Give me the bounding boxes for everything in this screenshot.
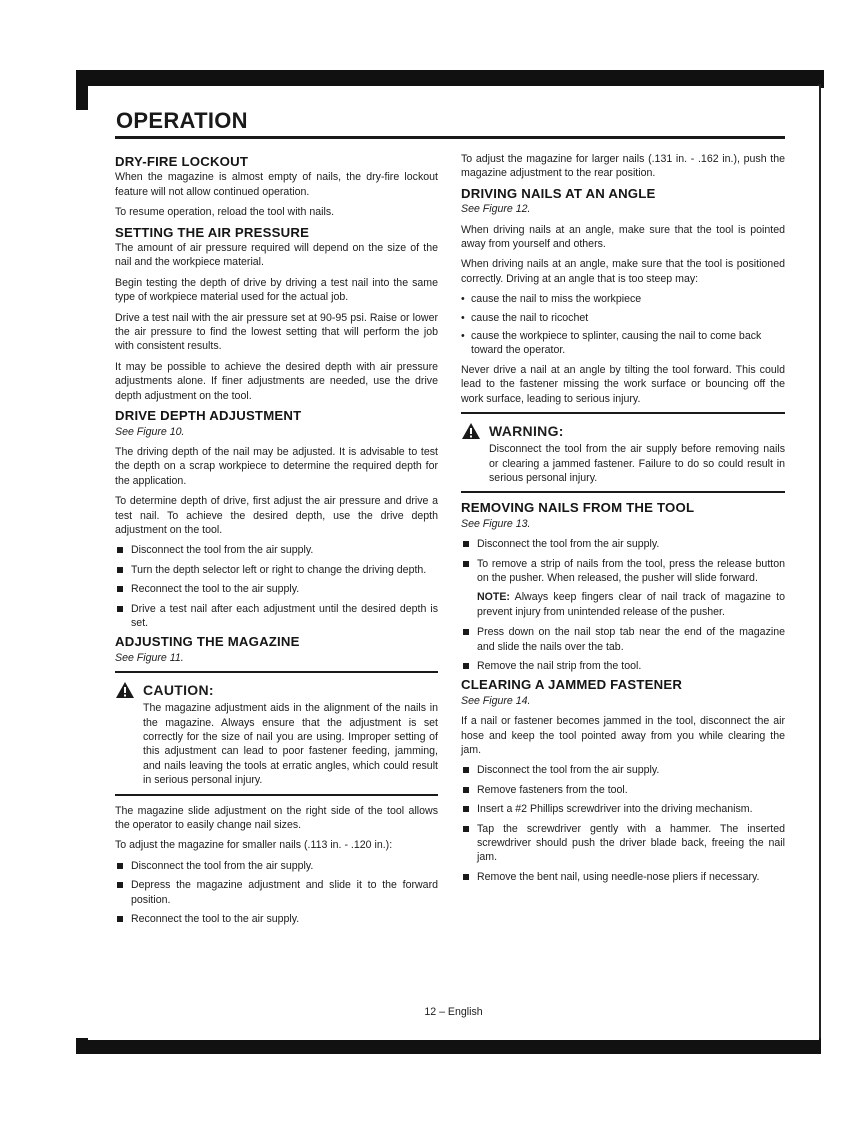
- heading-dry-fire-lockout: DRY-FIRE LOCKOUT: [115, 154, 249, 169]
- paragraph: To adjust the magazine for larger nails (.131 in. - .162 in.), push the magazine adjustment to the rear position.: [461, 153, 785, 180]
- paragraph: Never drive a nail at an angle by tilting the tool forward. This could lead to the fastener missing the work surface or bouncing off the work surface, leading to serious injury.: [461, 363, 785, 405]
- warning-header: [461, 422, 785, 440]
- title-rule: [115, 136, 785, 139]
- list-item: • cause the nail to ricochet: [461, 311, 785, 325]
- caution-header: [115, 681, 438, 699]
- manual-page: [88, 86, 819, 1040]
- caution-label: CAUTION:: [143, 681, 214, 698]
- bullet-list: [115, 859, 438, 927]
- paragraph: To determine depth of drive, first adjust the air pressure and drive a test nail. To achieve the desired depth, use the drive depth adjustment on the tool.: [115, 495, 438, 536]
- heading-removing-nails: REMOVING NAILS FROM THE TOOL: [461, 500, 695, 516]
- list-item: Disconnect the tool from the air supply.: [115, 859, 438, 873]
- list-item: Disconnect the tool from the air supply.: [461, 537, 785, 551]
- left-column: [115, 152, 438, 931]
- figure-reference: See Figure 13.: [461, 517, 531, 530]
- page-title: OPERATION: [116, 108, 248, 133]
- list-item: Remove the nail strip from the tool.: [461, 659, 785, 673]
- list-item: • cause the nail to miss the workpiece: [461, 292, 785, 306]
- paragraph: The driving depth of the nail may be adjusted. It is advisable to test the depth on a scrap workpiece to determine the required depth for the application.: [115, 445, 438, 487]
- figure-reference: See Figure 10.: [115, 425, 185, 438]
- warning-triangle-icon: [461, 422, 481, 440]
- right-column: [461, 152, 785, 889]
- warning-rule-top: [461, 412, 785, 414]
- warning-text: Disconnect the tool from the air supply before removing nails or clearing a jammed fastener. Failure to do so could result in serious personal injury.: [489, 443, 785, 484]
- note-label: NOTE:: [477, 591, 510, 604]
- paragraph: When the magazine is almost empty of nails, the dry-fire lockout feature will not allow continued operation.: [115, 171, 438, 198]
- caution-text: The magazine adjustment aids in the alignment of the nails in the magazine. Always ensure that the adjustment is set correctly for the size of nail you are using. Improper setting of this adjustment can lead to poor fastener feeding, jamming, and nails leaving the tools at erratic angles, which could result in serious personal injury.: [143, 702, 438, 787]
- list-item: Reconnect the tool to the air supply.: [115, 582, 438, 596]
- heading-drive-depth-adjustment: DRIVE DEPTH ADJUSTMENT: [115, 408, 302, 424]
- list-item: Turn the depth selector left or right to change the driving depth.: [115, 563, 438, 577]
- dot-list: [461, 292, 785, 358]
- list-item: Tap the screwdriver gently with a hammer. The inserted screwdriver should push the driver blade back, freeing the nail jam.: [461, 822, 785, 865]
- list-item: Reconnect the tool to the air supply.: [115, 912, 438, 926]
- list-item: Press down on the nail stop tab near the end of the magazine and slide the nails over the tab.: [461, 625, 785, 654]
- bullet-list: [461, 763, 785, 884]
- figure-reference: See Figure 14.: [461, 694, 531, 707]
- paragraph: Drive a test nail with the air pressure set at 90-95 psi. Raise or lower the air pressure to find the lowest setting that will perform the job with consistent results.: [115, 311, 438, 353]
- paragraph: The magazine slide adjustment on the right side of the tool allows the operator to easily change nail sizes.: [115, 804, 438, 832]
- paragraph: To adjust the magazine for smaller nails (.113 in. - .120 in.):: [115, 839, 393, 852]
- caution-rule-bottom: [115, 794, 438, 796]
- paragraph: When driving nails at an angle, make sure that the tool is pointed away from yourself and others.: [461, 223, 785, 251]
- paragraph: Begin testing the depth of drive by driving a test nail into the same type of workpiece material used for the actual job.: [115, 276, 438, 304]
- list-item: Insert a #2 Phillips screwdriver into the driving mechanism.: [461, 802, 785, 816]
- paragraph: When driving nails at an angle, make sure that the tool is positioned correctly. Driving at an angle that is too steep may:: [461, 258, 785, 285]
- list-item: Depress the magazine adjustment and slide it to the forward position.: [115, 878, 438, 907]
- heading-adjusting-magazine: ADJUSTING THE MAGAZINE: [115, 634, 300, 650]
- heading-setting-air-pressure: SETTING THE AIR PRESSURE: [115, 224, 310, 240]
- warning-triangle-icon: [115, 681, 135, 699]
- list-item: To remove a strip of nails from the tool, press the release button on the pusher. When released, the pusher will slide forward.: [461, 557, 785, 586]
- warning-label: WARNING:: [489, 422, 564, 439]
- note-text: Always keep fingers clear of nail track of magazine to prevent injury from unintended release of the pusher.: [477, 591, 785, 618]
- paragraph: To resume operation, reload the tool with nails.: [115, 206, 335, 219]
- list-item: Remove the bent nail, using needle-nose pliers if necessary.: [461, 870, 785, 884]
- scan-border-right: [798, 70, 824, 84]
- paragraph: The amount of air pressure required will depend on the size of the nail and the workpiece material.: [115, 242, 438, 269]
- figure-reference: See Figure 11.: [115, 651, 184, 664]
- list-item: • cause the workpiece to splinter, causing the nail to come back toward the operator.: [461, 329, 785, 358]
- caution-rule-top: [115, 671, 438, 673]
- page-footer: 12 – English: [424, 1006, 483, 1018]
- warning-rule-bottom: [461, 491, 785, 493]
- note-paragraph: [461, 590, 785, 619]
- bullet-list: [461, 537, 785, 585]
- heading-clearing-jammed-fastener: CLEARING A JAMMED FASTENER: [461, 677, 683, 693]
- list-item: Remove fasteners from the tool.: [461, 783, 785, 797]
- list-item: Drive a test nail after each adjustment until the desired depth is set.: [115, 602, 438, 631]
- scan-border-bottom: [76, 1038, 821, 1054]
- bullet-list: [461, 625, 785, 673]
- list-item: Disconnect the tool from the air supply.: [461, 763, 785, 777]
- figure-reference: See Figure 12.: [461, 203, 531, 216]
- paragraph: It may be possible to achieve the desired depth with air pressure adjustments alone. If finer adjustments are needed, use the drive depth adjustment on the tool.: [115, 360, 438, 402]
- list-item: Disconnect the tool from the air supply.: [115, 543, 438, 557]
- bullet-list: [115, 543, 438, 630]
- heading-driving-nails-angle: DRIVING NAILS AT AN ANGLE: [461, 185, 656, 201]
- paragraph: If a nail or fastener becomes jammed in the tool, disconnect the air hose and keep the tool pointed away from you while clearing the jam.: [461, 715, 785, 756]
